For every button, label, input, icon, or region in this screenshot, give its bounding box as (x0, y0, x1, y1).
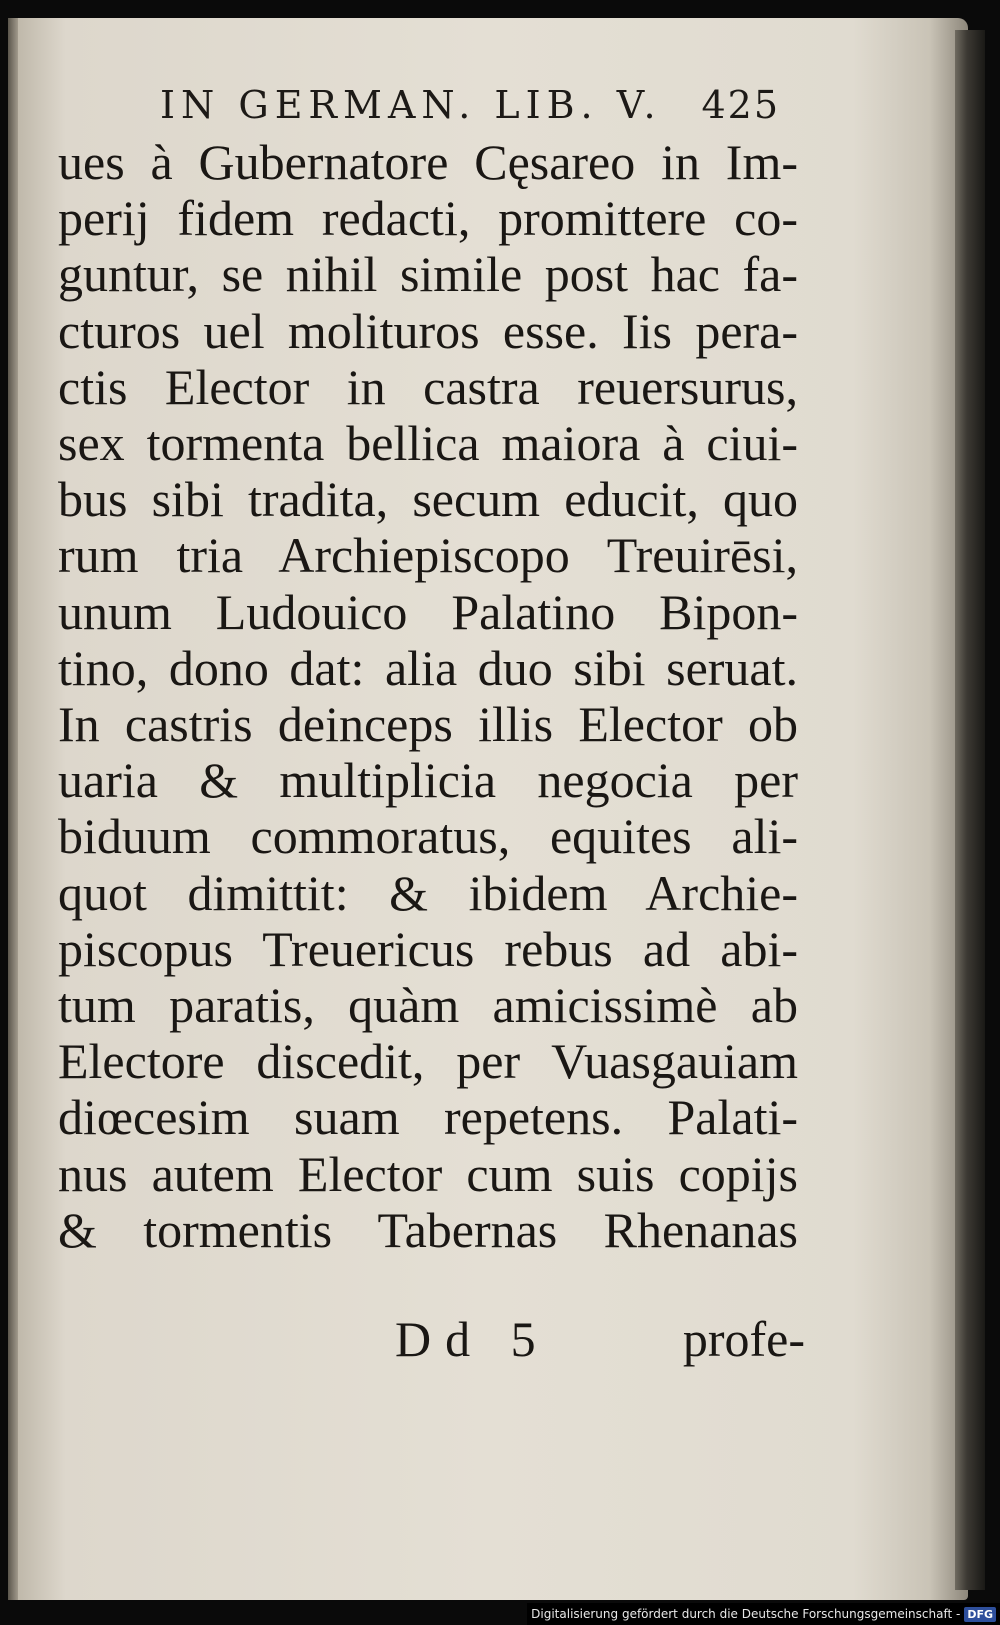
footer-text: Digitalisierung gefördert durch die Deutsche Forschungsgemeinschaft - (531, 1607, 961, 1621)
text-line: nus autem Elector cum suis copijs (58, 1145, 798, 1202)
text-line: rum tria Archiepiscopo Treuirēsi, (58, 527, 798, 584)
text-line: quot dimittit: & ibidem Archie- (58, 864, 798, 921)
page-number: 425 (701, 83, 780, 127)
text-line: ctis Elector in castra reuersurus, (58, 358, 798, 415)
body-text (58, 134, 798, 1258)
text-line: unum Ludouico Palatino Bipon- (58, 583, 798, 640)
text-line: ues à Gubernatore Cęsareo in Im- (58, 134, 798, 190)
text-line: & tormentis Tabernas Rhenanas (58, 1201, 798, 1258)
text-line: diœcesim suam repetens. Palati- (58, 1089, 798, 1146)
text-line: uaria & multiplicia negocia per (58, 752, 798, 809)
text-line: bus sibi tradita, secum educit, quo (58, 471, 798, 528)
text-line: cturos uel molituros esse. Iis pera- (58, 302, 798, 359)
running-header (160, 80, 780, 130)
signature-mark: Dd 5 (395, 1311, 550, 1367)
text-line: Electore discedit, per Vuasgauiam (58, 1033, 798, 1090)
text-line: tum paratis, quàm amicissimè ab (58, 977, 798, 1034)
catch-line (395, 1310, 805, 1380)
running-title: IN GERMAN. LIB. V. (160, 83, 662, 127)
text-line: In castris deinceps illis Elector ob (58, 696, 798, 753)
text-line: sex tormenta bellica maiora à ciui- (58, 415, 798, 472)
digitization-footer (527, 1603, 1000, 1625)
text-line: tino, dono dat: alia duo sibi seruat. (58, 639, 798, 696)
text-line: guntur, se nihil simile post hac fa- (58, 246, 798, 303)
dfg-logo-icon: DFG (964, 1607, 996, 1622)
page-gutter (8, 18, 18, 1600)
text-line: biduum commoratus, equites ali- (58, 808, 798, 865)
page-edge-shadow (955, 30, 985, 1590)
text-line: perij fidem redacti, promittere co- (58, 190, 798, 247)
catchword: profe- (682, 1311, 805, 1367)
text-line: piscopus Treuericus rebus ad abi- (58, 920, 798, 977)
